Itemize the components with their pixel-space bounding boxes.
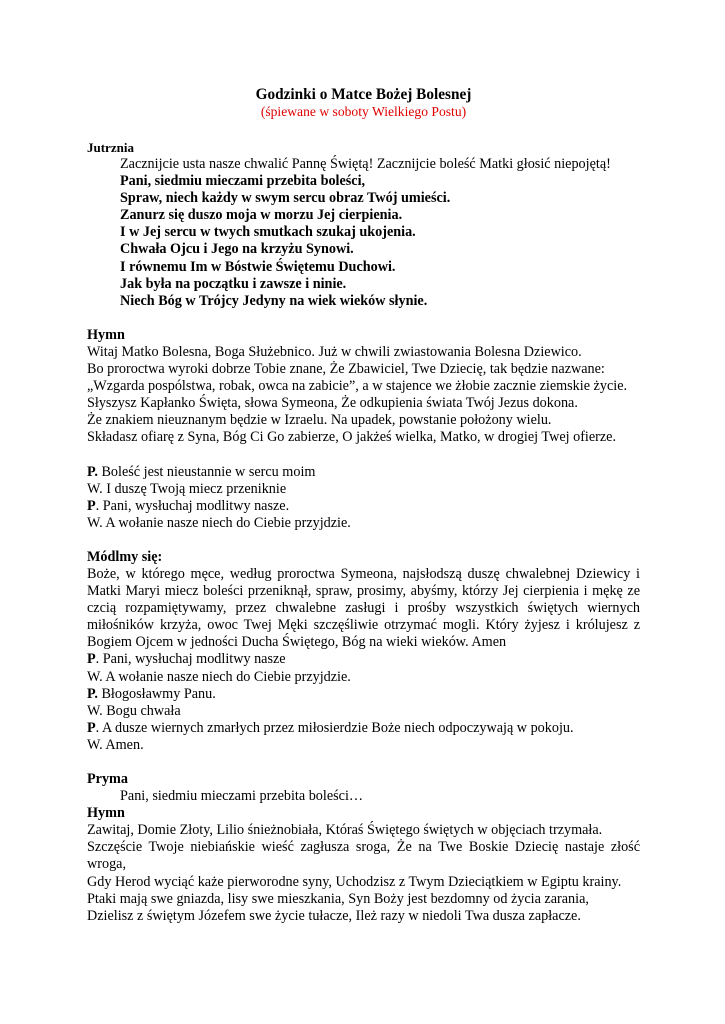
versicle-text: Amen.: [102, 736, 144, 753]
versicle-mark: W.: [87, 702, 103, 719]
versicle-mark: W: [87, 514, 100, 531]
hymn-line: Ptaki mają swe gniazda, lisy swe mieszkania, Syn Boży jest bezdomny od życia zarania,: [87, 890, 589, 907]
versicle-text: . A wołanie nasze niech do Ciebie przyjdzie.: [99, 514, 351, 531]
versicle-text: . A dusze wiernych zmarłych przez miłosierdzie Boże niech odpoczywają w pokoju.: [95, 719, 574, 736]
jutrznia-line: I równemu Im w Bóstwie Świętemu Duchowi.: [120, 258, 396, 275]
versicle-text: Boleść jest nieustannie w sercu moim: [97, 463, 316, 480]
jutrznia-line: Jak była na początku i zawsze i ninie.: [120, 275, 347, 292]
jutrznia-intro: Zacznijcie usta nasze chwalić Pannę Świętą! Zacznijcie boleść Matki głosić niepojętą!: [120, 156, 611, 172]
hymn-line: Dzielisz z świętym Józefem swe życie tułacze, Ileż razy w niedoli Twa dusza zapłacze.: [87, 907, 581, 924]
hymn-line: Gdy Herod wyciąć każe pierworodne syny, Uchodzisz z Twym Dzieciątkiem w Egiptu krainy.: [87, 873, 622, 890]
jutrznia-line: Pani, siedmiu mieczami przebita boleści,: [120, 173, 366, 190]
versicle-text: . Pani, wysłuchaj modlitwy nasze.: [95, 497, 290, 514]
versicle-line: [87, 737, 640, 754]
versicle-line: [87, 703, 640, 720]
versicle-text: A wołanie nasze niech do Ciebie przyjdzie.: [102, 668, 351, 685]
hymn-line: Witaj Matko Bolesna, Boga Służebnico. Już w chwili zwiastowania Bolesna Dziewico.: [87, 343, 582, 360]
versicle-mark: P.: [87, 463, 98, 480]
versicle-text: Bogu chwała: [102, 702, 181, 719]
versicle-line: [87, 669, 640, 686]
jutrznia-line: I w Jej sercu w twych smutkach szukaj ukojenia.: [120, 224, 416, 241]
section-heading-jutrznia: Jutrznia: [87, 140, 134, 155]
versicle-mark: P.: [87, 685, 98, 702]
section-heading-pryma: Pryma: [87, 771, 128, 787]
versicle-mark: P: [87, 497, 96, 514]
versicle-text: Błogosławmy Panu.: [97, 685, 216, 702]
jutrznia-line: Niech Bóg w Trójcy Jedyny na wiek wieków słynie.: [120, 292, 428, 309]
section-heading-modlmy: Módlmy się:: [87, 548, 163, 565]
pryma-intro: Pani, siedmiu mieczami przebita boleści…: [120, 788, 364, 805]
versicle-line: [87, 651, 640, 668]
versicle-mark: W.: [87, 668, 103, 685]
hymn-line: Szczęście Twoje niebiańskie wieść zagłusza sroga, Że na Twe Boskie Dziecię nastaje złość wroga,: [87, 839, 640, 873]
spacer: [87, 447, 640, 464]
versicle-mark: P: [87, 651, 96, 668]
jutrznia-line: Zanurz się duszo moja w morzu Jej cierpienia.: [120, 207, 403, 224]
section-heading-hymn: Hymn: [87, 805, 125, 822]
document-title: Godzinki o Matce Bożej Bolesnej: [255, 86, 472, 103]
section-heading-hymn: Hymn: [87, 326, 125, 343]
versicle-line: [87, 686, 640, 703]
versicle-line: [87, 498, 640, 515]
prayer-text: Boże, w którego męce, według proroctwa Symeona, najsłodszą duszę chwalebnej Dziewicy i Matki Maryi miecz boleści przeniknął, spraw, prosimy, abyśmy, którzy Jej cierpienia i mękę ze czcią rozpamiętywamy, przez chwalebne zasługi i prośby wszystkich świętych wiernych miłośników krzyża, owoc Twej Męki szczęśliwie otrzymać mogli. Który żyjesz i królujesz z Bogiem Ojcem w jedności Ducha Świętego, Bóg na wieki wieków. Amen: [87, 565, 640, 651]
versicle-text: . Pani, wysłuchaj modlitwy nasze: [95, 651, 286, 668]
spacer: [87, 310, 640, 327]
versicle-mark: W.: [87, 736, 103, 753]
versicle-mark: W.: [87, 480, 103, 497]
hymn-line: „Wzgarda pospólstwa, robak, owca na zabicie”, a w stajence we żłobie zacznie ziemskie życie.: [87, 378, 628, 395]
versicle-mark: P: [87, 719, 96, 736]
versicle-line: [87, 720, 640, 737]
hymn-line: Bo proroctwa wyroki dobrze Tobie znane, Że Zbawiciel, Twe Dziecię, tak będzie nazwane:: [87, 361, 605, 378]
document-body: [87, 86, 640, 925]
hymn-line: Składasz ofiarę z Syna, Bóg Ci Go zabierze, O jakżeś wielka, Matko, w drogiej Twej ofierze.: [87, 429, 617, 446]
spacer: [87, 532, 640, 549]
hymn-line: Zawitaj, Domie Złoty, Lilio śnieżnobiała, Któraś Świętego świętych w objęciach trzymała.: [87, 822, 603, 839]
spacer: [87, 754, 640, 771]
versicle-line: [87, 515, 640, 532]
hymn-line: Że znakiem nieuznanym będzie w Izraelu. Na upadek, powstanie położony wielu.: [87, 412, 552, 429]
versicle-line: [87, 481, 640, 498]
jutrznia-line: Spraw, niech każdy w swym sercu obraz Twój umieści.: [120, 190, 451, 207]
versicle-text: I duszę Twoją miecz przeniknie: [102, 480, 287, 497]
document-subtitle: (śpiewane w soboty Wielkiego Postu): [260, 104, 467, 119]
versicle-line: [87, 464, 640, 481]
hymn-line: Słyszysz Kapłanko Święta, słowa Symeona, Że odkupienia świata Twój Jezus dokona.: [87, 395, 578, 412]
jutrznia-line: Chwała Ojcu i Jego na krzyżu Synowi.: [120, 241, 354, 258]
